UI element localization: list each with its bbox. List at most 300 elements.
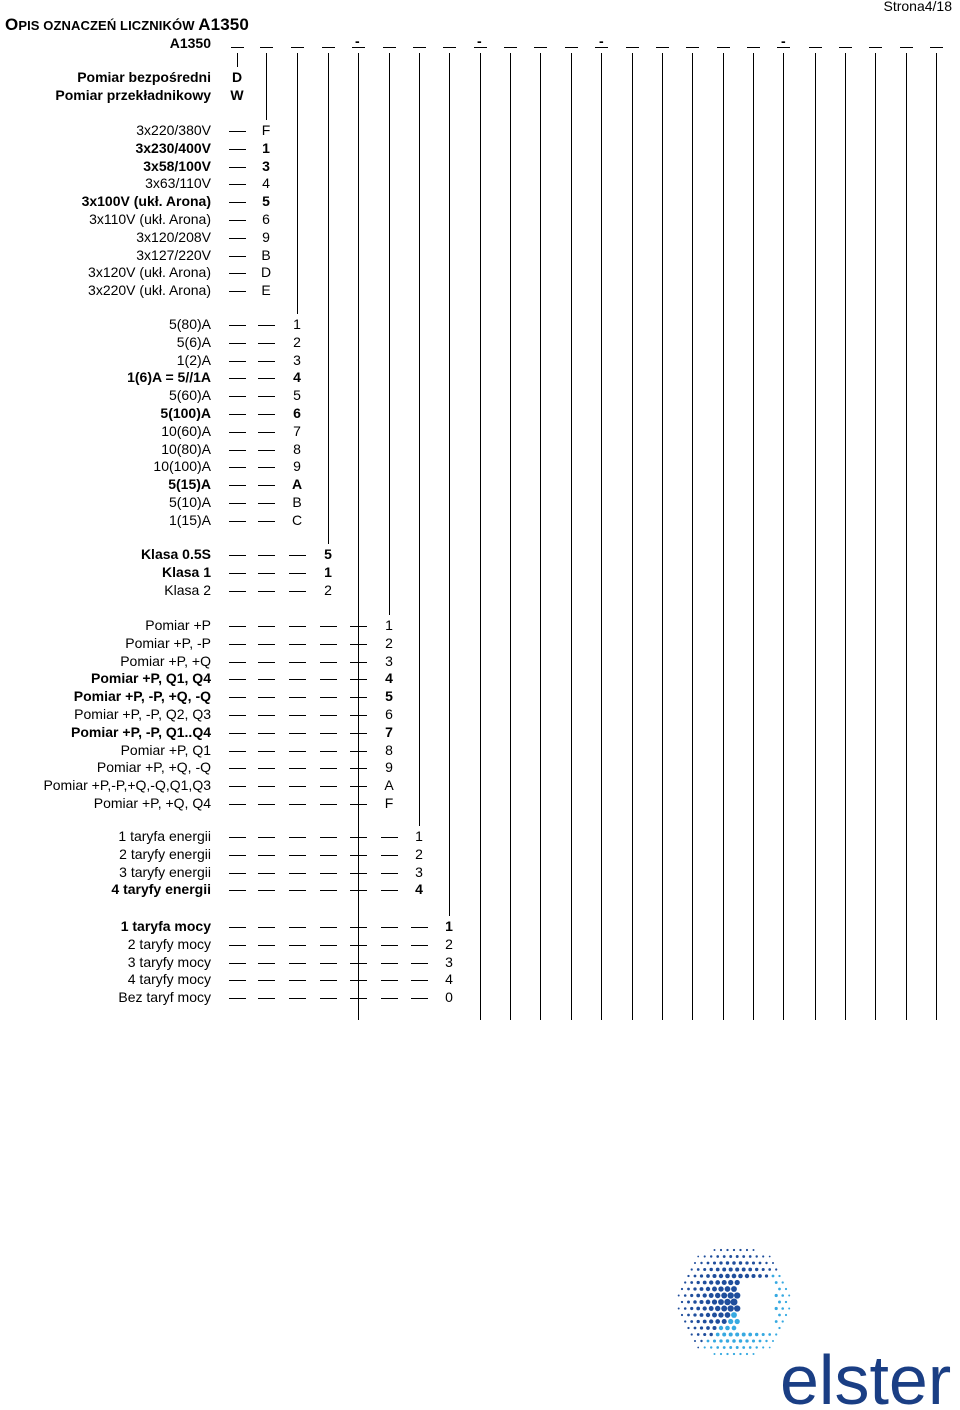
logo-dot xyxy=(678,1295,680,1297)
designation-code: 6 xyxy=(293,405,301,421)
leader-dash xyxy=(229,325,246,326)
logo-dot xyxy=(749,1255,752,1258)
designation-code: E xyxy=(261,282,271,299)
designation-code: 6 xyxy=(262,211,270,227)
leader-dash xyxy=(229,414,246,415)
designation-label: 1(6)A = 5//1A xyxy=(127,369,211,386)
logo-dot xyxy=(694,1340,696,1342)
leader-dash xyxy=(320,626,337,627)
logo-dot xyxy=(765,1262,767,1264)
leader-dash xyxy=(229,715,246,716)
logo-dot xyxy=(725,1312,731,1318)
logo-dot xyxy=(678,1308,680,1310)
leader-dash xyxy=(229,644,246,645)
logo-dot xyxy=(731,1299,738,1306)
logo-dot xyxy=(772,1262,774,1264)
designation-label: 3x63/110V xyxy=(145,175,211,192)
logo-dot xyxy=(735,1332,739,1336)
designation-code: 1 xyxy=(385,617,393,633)
leader-dash xyxy=(258,890,275,891)
logo-dot xyxy=(703,1281,707,1285)
logo-dot xyxy=(745,1261,748,1264)
logo-dot xyxy=(696,1307,700,1311)
leader-dash xyxy=(229,555,246,556)
logo-dot xyxy=(778,1314,781,1317)
logo-dot xyxy=(722,1280,727,1285)
logo-dot xyxy=(713,1249,715,1251)
logo-dot xyxy=(691,1268,693,1270)
leader-dash xyxy=(229,786,246,787)
logo-dot xyxy=(697,1281,700,1284)
leader-dash xyxy=(320,768,337,769)
logo-dot xyxy=(728,1292,734,1298)
designation-label: Pomiar +P xyxy=(145,617,211,633)
logo-dot xyxy=(742,1255,745,1258)
logo-dot xyxy=(732,1339,736,1343)
logo-dot xyxy=(721,1306,727,1312)
leader-dash xyxy=(229,980,246,981)
designation-code: 1 xyxy=(262,139,270,156)
leader-dash xyxy=(289,998,306,999)
leader-dash xyxy=(229,503,246,504)
leader-dash xyxy=(229,855,246,856)
leader-dash xyxy=(381,998,398,999)
logo-dot xyxy=(699,1300,703,1304)
designation-label: Klasa 1 xyxy=(161,563,211,580)
field-separator: - xyxy=(355,33,360,49)
leader-dash xyxy=(229,963,246,964)
leader-dash xyxy=(258,325,275,326)
designation-label: Pomiar bezpośredni xyxy=(77,69,211,85)
logo-dot xyxy=(697,1333,700,1336)
designation-code: 1 xyxy=(415,828,423,844)
logo-dot xyxy=(722,1333,726,1337)
logo-dot xyxy=(733,1249,735,1251)
logo-dot xyxy=(700,1287,704,1291)
leader-dash xyxy=(411,998,428,999)
logo-dot xyxy=(785,1288,787,1290)
leader-dash xyxy=(229,396,246,397)
leader-dash xyxy=(229,432,246,433)
column-line xyxy=(297,53,298,314)
logo-dot xyxy=(782,1320,784,1322)
column-line xyxy=(540,53,541,1020)
logo-dot xyxy=(694,1262,696,1264)
header-column-dash xyxy=(443,47,456,48)
leader-dash xyxy=(289,890,306,891)
designation-label: Klasa 2 xyxy=(164,581,211,598)
logo-dot xyxy=(788,1307,790,1309)
designation-code: 9 xyxy=(293,458,301,475)
leader-dash xyxy=(258,573,275,574)
title-model: A1350 xyxy=(198,15,249,34)
logo-dot xyxy=(728,1319,733,1324)
logo-dot xyxy=(687,1327,689,1329)
logo-dot xyxy=(739,1339,742,1342)
elster-logo xyxy=(672,1240,960,1410)
logo-dot xyxy=(709,1319,713,1323)
leader-dash xyxy=(258,521,275,522)
logo-dot xyxy=(782,1281,784,1283)
header-column-dash xyxy=(231,47,244,48)
leader-dash xyxy=(381,855,398,856)
designation-code: 2 xyxy=(385,634,393,651)
designation-code: 9 xyxy=(262,228,270,245)
leader-dash xyxy=(258,963,275,964)
leader-dash xyxy=(411,980,428,981)
logo-dot xyxy=(716,1268,720,1272)
logo-dot xyxy=(722,1268,726,1272)
logo-dot xyxy=(706,1274,710,1278)
logo-dot xyxy=(785,1301,787,1303)
leader-dash xyxy=(320,837,337,838)
designation-code: 2 xyxy=(324,581,332,598)
leader-dash xyxy=(289,927,306,928)
designation-label: 3x120V (ukł. Arona) xyxy=(88,264,211,281)
logo-dot xyxy=(710,1255,712,1257)
logo-dot xyxy=(732,1261,736,1265)
logo-dot xyxy=(690,1281,693,1284)
designation-label: 3x230/400V xyxy=(135,139,211,156)
logo-dot xyxy=(703,1306,707,1310)
designation-label: Pomiar +P, Q1, Q4 xyxy=(91,670,211,687)
leader-dash xyxy=(229,662,246,663)
logo-dot xyxy=(746,1249,748,1251)
leader-dash xyxy=(258,396,275,397)
header-column-dash xyxy=(291,47,304,48)
logo-dot xyxy=(731,1312,737,1318)
designation-label: 4 taryfy energii xyxy=(111,881,211,898)
leader-dash xyxy=(229,361,246,362)
column-line xyxy=(936,53,937,1020)
leader-dash xyxy=(320,662,337,663)
leader-dash xyxy=(289,733,306,734)
logo-dot xyxy=(703,1333,706,1336)
leader-dash xyxy=(258,485,275,486)
logo-dot xyxy=(778,1275,780,1277)
logo-dot xyxy=(775,1307,778,1310)
column-line xyxy=(449,53,450,916)
header-column-dash xyxy=(413,47,426,48)
leader-dash xyxy=(258,855,275,856)
leader-dash xyxy=(320,980,337,981)
leader-dash xyxy=(258,768,275,769)
logo-dot xyxy=(769,1347,771,1349)
logo-dot xyxy=(687,1301,690,1304)
logo-dot xyxy=(765,1274,768,1277)
leader-dash xyxy=(320,998,337,999)
logo-dot xyxy=(713,1261,716,1264)
logo-dot xyxy=(781,1307,784,1310)
leader-dash xyxy=(320,945,337,946)
logo-dot xyxy=(715,1293,720,1298)
logo-dot xyxy=(785,1314,787,1316)
leader-dash xyxy=(320,873,337,874)
logo-dot xyxy=(687,1275,689,1277)
designation-label: 3x100V (ukł. Arona) xyxy=(81,193,211,210)
designation-label: 5(80)A xyxy=(168,316,211,332)
leader-dash xyxy=(258,715,275,716)
column-line xyxy=(358,53,359,1020)
logo-dot xyxy=(759,1340,762,1343)
leader-dash xyxy=(229,378,246,379)
header-column-dash xyxy=(504,47,517,48)
column-line xyxy=(845,53,846,1020)
leader-dash xyxy=(229,733,246,734)
logo-dot xyxy=(719,1274,723,1278)
logo-dot xyxy=(707,1340,710,1343)
logo-dot xyxy=(736,1255,739,1258)
leader-dash xyxy=(289,626,306,627)
logo-dot xyxy=(755,1333,758,1336)
logo-dot xyxy=(732,1274,737,1279)
leader-dash xyxy=(258,804,275,805)
logo-dot xyxy=(775,1281,778,1284)
leader-dash xyxy=(229,945,246,946)
logo-dot xyxy=(746,1353,748,1355)
designation-label: 1(2)A xyxy=(176,351,211,368)
logo-dot xyxy=(732,1326,737,1331)
leader-dash xyxy=(381,980,398,981)
header-column-dash xyxy=(626,47,639,48)
designation-label: 4 taryfy mocy xyxy=(127,971,211,988)
logo-dot xyxy=(722,1319,727,1324)
logo-dot xyxy=(755,1268,758,1271)
logo-dot xyxy=(765,1340,767,1342)
designation-code: 0 xyxy=(445,989,453,1006)
designation-label: 5(6)A xyxy=(176,333,211,350)
leader-dash xyxy=(258,733,275,734)
logo-dot xyxy=(778,1301,781,1304)
logo-dot xyxy=(700,1340,702,1342)
leader-dash xyxy=(258,873,275,874)
designation-label: 3x58/100V xyxy=(143,157,211,174)
designation-label: 5(10)A xyxy=(168,494,211,510)
designation-code: 7 xyxy=(293,422,301,439)
designation-code: 4 xyxy=(262,175,270,192)
designation-code: B xyxy=(261,246,271,263)
field-separator: - xyxy=(781,33,786,49)
logo-dot xyxy=(706,1300,711,1305)
logo-dot xyxy=(728,1305,734,1311)
logo-dot xyxy=(742,1333,746,1337)
designation-code: 9 xyxy=(385,759,393,776)
logo-dot xyxy=(726,1249,728,1251)
designation-label: Pomiar +P, -P, +Q, -Q xyxy=(73,688,211,705)
leader-dash xyxy=(320,963,337,964)
leader-dash xyxy=(289,804,306,805)
logo-dot xyxy=(788,1294,790,1296)
logo-dot xyxy=(733,1353,735,1355)
logo-dot xyxy=(739,1261,742,1264)
logo-dot xyxy=(755,1255,757,1257)
designation-code: 4 xyxy=(445,971,453,988)
leader-dash xyxy=(289,573,306,574)
logo-dot xyxy=(735,1267,739,1271)
logo-dot xyxy=(720,1249,722,1251)
logo-dot xyxy=(700,1326,703,1329)
column-line xyxy=(632,53,633,1020)
logo-dot xyxy=(715,1319,720,1324)
logo-dot xyxy=(735,1280,740,1285)
column-line xyxy=(692,53,693,1020)
designation-label: Bez taryf mocy xyxy=(118,989,211,1006)
logo-dot xyxy=(726,1339,729,1342)
leader-dash xyxy=(258,927,275,928)
designation-label: 2 taryfy mocy xyxy=(127,935,211,952)
leader-dash xyxy=(289,555,306,556)
designation-label: 1 taryfa mocy xyxy=(120,918,211,934)
logo-dot xyxy=(712,1287,717,1292)
logo-dot xyxy=(734,1292,740,1298)
logo-dot xyxy=(700,1262,702,1264)
header-column-dash xyxy=(686,47,699,48)
field-separator: - xyxy=(599,33,604,49)
logo-dot xyxy=(704,1346,706,1348)
logo-dot xyxy=(703,1293,707,1297)
leader-dash xyxy=(229,184,246,185)
title-text: PIS OZNACZEŃ LICZNIKÓW xyxy=(18,18,199,33)
logo-dot xyxy=(778,1288,781,1291)
designation-label: Pomiar przekładnikowy xyxy=(55,86,211,103)
designation-label: 10(60)A xyxy=(161,422,211,439)
logo-dot xyxy=(752,1261,755,1264)
logo-dot xyxy=(712,1299,717,1304)
leader-dash xyxy=(229,697,246,698)
leader-dash xyxy=(229,768,246,769)
logo-dot xyxy=(768,1268,771,1271)
leader-dash xyxy=(289,837,306,838)
logo-dot xyxy=(752,1249,754,1251)
designation-code: W xyxy=(230,86,244,103)
leader-dash xyxy=(258,555,275,556)
header-column-dash xyxy=(534,47,547,48)
column-line xyxy=(723,53,724,1020)
logo-dot xyxy=(712,1274,716,1278)
code-structure-label: A1350 xyxy=(169,35,211,51)
designation-code: 3 xyxy=(415,863,423,880)
logo-dot xyxy=(690,1294,693,1297)
designation-label: 1 taryfa energii xyxy=(118,828,211,844)
designation-code: 8 xyxy=(293,440,301,457)
logo-dot xyxy=(697,1256,699,1258)
logo-dot xyxy=(694,1275,697,1278)
leader-dash xyxy=(320,697,337,698)
logo-dot xyxy=(694,1327,697,1330)
designation-label: 3 taryfy mocy xyxy=(127,953,211,970)
page-number: Strona4/18 xyxy=(883,0,952,14)
designation-code: 2 xyxy=(293,333,301,350)
logo-dot xyxy=(707,1262,710,1265)
column-line xyxy=(237,53,238,67)
logo-dot xyxy=(690,1307,693,1310)
leader-dash xyxy=(381,963,398,964)
designation-code: 2 xyxy=(415,845,423,862)
leader-dash xyxy=(289,945,306,946)
leader-dash xyxy=(258,679,275,680)
column-line xyxy=(419,53,420,826)
logo-dot xyxy=(684,1320,686,1322)
leader-dash xyxy=(320,890,337,891)
designation-code: 3 xyxy=(293,351,301,368)
logo-dot xyxy=(703,1268,706,1271)
leader-dash xyxy=(258,343,275,344)
leader-dash xyxy=(381,837,398,838)
leader-dash xyxy=(320,927,337,928)
designation-code: 4 xyxy=(415,881,423,898)
designation-code: A xyxy=(384,777,394,794)
leader-dash xyxy=(320,733,337,734)
logo-dot xyxy=(729,1346,732,1349)
logo-dot xyxy=(781,1294,784,1297)
leader-dash xyxy=(258,361,275,362)
logo-dot xyxy=(681,1288,683,1290)
logo-dot xyxy=(715,1280,720,1285)
designation-label: 5(15)A xyxy=(168,476,211,493)
designation-code: F xyxy=(261,122,271,138)
leader-dash xyxy=(229,220,246,221)
logo-dot xyxy=(700,1274,703,1277)
designation-label: Klasa 0.5S xyxy=(140,546,211,562)
logo-dot xyxy=(775,1320,778,1323)
logo-dot xyxy=(697,1268,700,1271)
logo-dot xyxy=(700,1313,704,1317)
logo-dot xyxy=(693,1300,697,1304)
logo-dot xyxy=(709,1280,713,1284)
logo-dot xyxy=(691,1333,693,1335)
leader-dash xyxy=(289,751,306,752)
leader-dash xyxy=(289,662,306,663)
leader-dash xyxy=(320,644,337,645)
logo-dot xyxy=(739,1353,741,1355)
logo-dot xyxy=(752,1353,754,1355)
designation-code: 4 xyxy=(385,670,393,687)
designation-code: 8 xyxy=(385,741,393,758)
logo-dot xyxy=(775,1333,777,1335)
leader-dash xyxy=(289,591,306,592)
logo-dot xyxy=(775,1268,777,1270)
designation-code: B xyxy=(292,494,302,510)
header-column-dash xyxy=(930,47,943,48)
leader-dash xyxy=(258,503,275,504)
leader-dash xyxy=(320,679,337,680)
leader-dash xyxy=(229,573,246,574)
logo-dot xyxy=(748,1333,752,1337)
logo-dot xyxy=(769,1256,771,1258)
logo-dot xyxy=(706,1313,710,1317)
leader-dash xyxy=(258,786,275,787)
logo-dot xyxy=(716,1255,719,1258)
leader-dash xyxy=(229,485,246,486)
leader-dash xyxy=(289,980,306,981)
leader-dash xyxy=(381,927,398,928)
logo-dot xyxy=(713,1353,715,1355)
leader-dash xyxy=(258,697,275,698)
header-column-dash xyxy=(322,47,335,48)
logo-dot xyxy=(715,1306,720,1311)
header-column-dash xyxy=(900,47,913,48)
leader-dash xyxy=(258,414,275,415)
leader-dash xyxy=(289,768,306,769)
designation-code: 1 xyxy=(445,918,453,934)
leader-dash xyxy=(229,998,246,999)
designation-label: 10(80)A xyxy=(161,440,211,457)
logo-dot xyxy=(772,1340,774,1342)
column-line xyxy=(510,53,511,1020)
column-line xyxy=(571,53,572,1020)
logo-dot xyxy=(739,1249,741,1251)
logo-dot xyxy=(697,1320,700,1323)
